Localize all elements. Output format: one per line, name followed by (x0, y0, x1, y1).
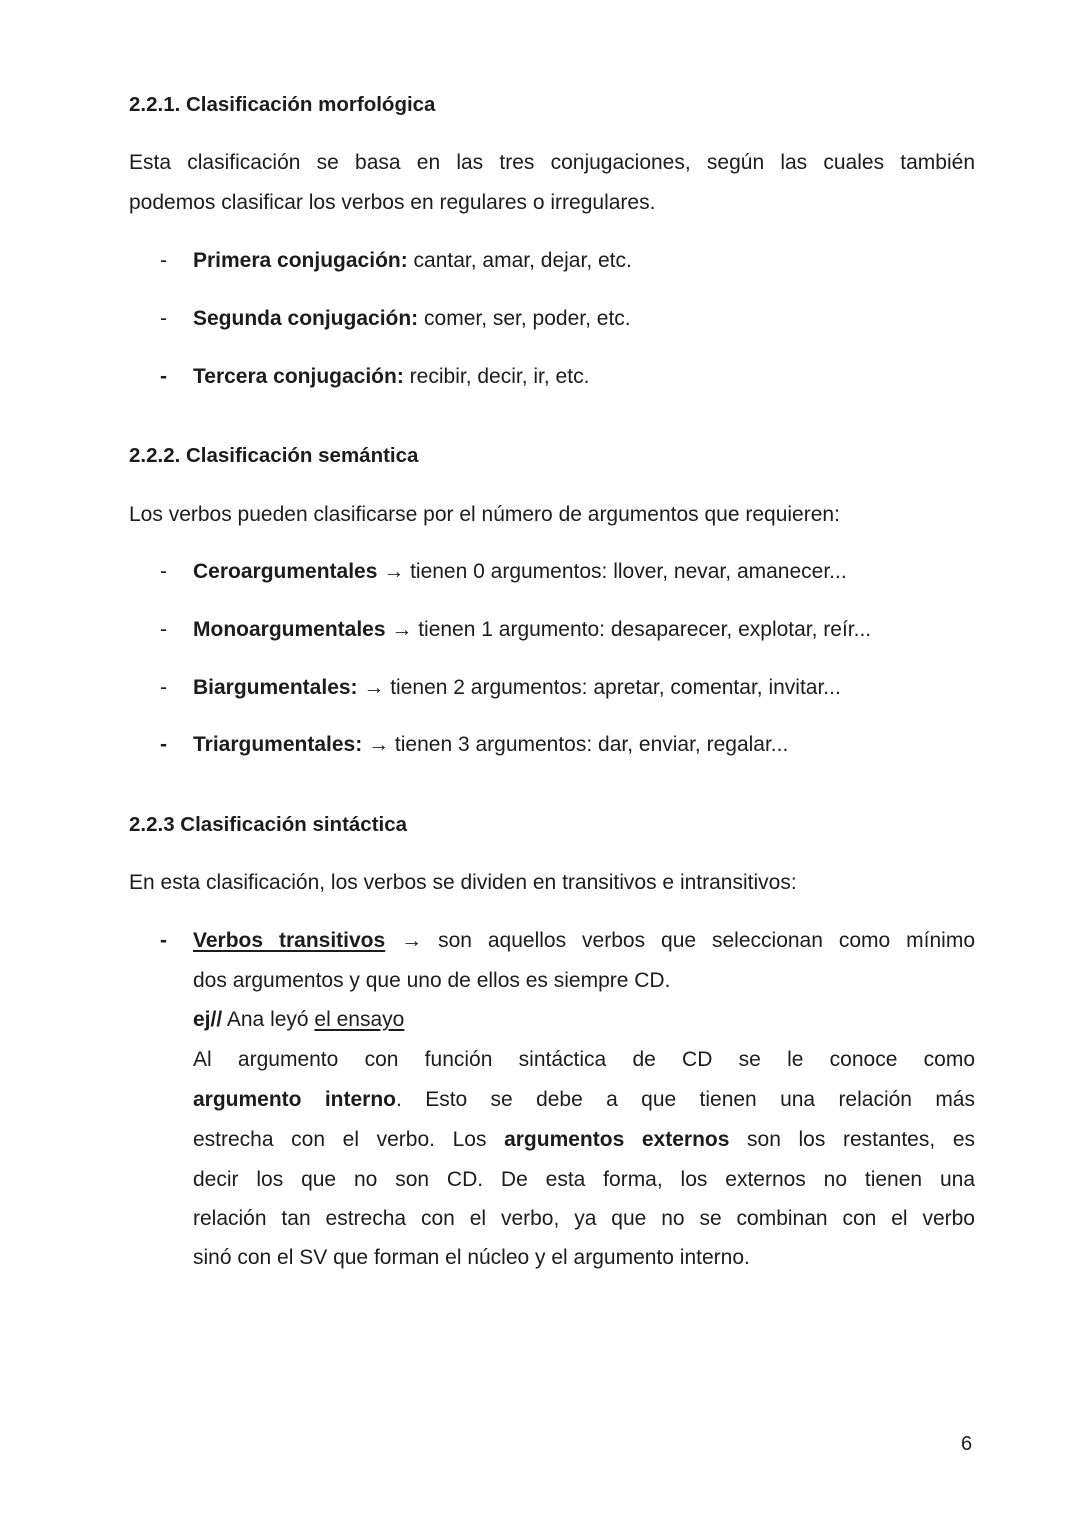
list-item-term: Tercera conjugación: (193, 365, 404, 388)
bold-term: argumento interno (193, 1088, 397, 1111)
intro-line: podemos clasificar los verbos en regulares o irregulares. (129, 191, 656, 214)
list-item-transitivos (193, 928, 975, 954)
paragraph-line (193, 1167, 975, 1193)
bullet-dash: - (160, 929, 167, 952)
list-item-text: → tienen 0 argumentos: llover, nevar, amanecer... (377, 560, 847, 583)
list-item (193, 364, 589, 390)
list-item (193, 617, 871, 643)
list-item (193, 732, 788, 758)
bullet-dash: - (160, 676, 167, 699)
paragraph-line (193, 1087, 975, 1113)
paragraph-line (193, 1206, 975, 1232)
intro-line: Esta clasificación se basa en las tres conjugaciones, según las cuales también (129, 151, 975, 174)
list-item (193, 559, 847, 585)
section-heading-semantica: 2.2.2. Clasificación semántica (129, 444, 419, 467)
list-item-term: Monoargumentales (193, 618, 386, 641)
list-item-text: cantar, amar, dejar, etc. (407, 249, 632, 272)
list-item-text: → tienen 1 argumento: desaparecer, explotar, reír... (385, 618, 872, 641)
example (193, 1007, 404, 1033)
list-item-text: → tienen 3 argumentos: dar, enviar, regalar... (362, 733, 789, 756)
section-heading-morfologica: 2.2.1. Clasificación morfológica (129, 93, 436, 116)
paragraph-line (193, 1127, 975, 1153)
list-item-term: Triargumentales: (193, 733, 363, 756)
example-underlined: el ensayo (314, 1008, 405, 1031)
paragraph-text: estrecha con el verbo. Los (193, 1128, 505, 1151)
paragraph-text: . Esto se debe a que tienen una relación más (396, 1088, 975, 1111)
list-item (193, 306, 631, 332)
paragraph-text: relación tan estrecha con el verbo, ya que no se combinan con el verbo (193, 1207, 975, 1230)
intro-line: En esta clasificación, los verbos se dividen en transitivos e intransitivos: (129, 871, 797, 894)
example-text: Ana leyó (222, 1008, 315, 1031)
example-label: ej// (193, 1008, 223, 1031)
list-item-term: Biargumentales: (193, 676, 358, 699)
bullet-dash: - (160, 560, 167, 583)
section-heading-sintactica: 2.2.3 Clasificación sintáctica (129, 813, 408, 836)
page-number: 6 (961, 1433, 973, 1455)
list-item-text: → tienen 2 argumentos: apretar, comentar, invitar... (357, 676, 841, 699)
list-item-text: comer, ser, poder, etc. (418, 307, 631, 330)
bullet-dash: - (160, 307, 167, 330)
list-item (193, 675, 841, 701)
intro-line: Los verbos pueden clasificarse por el número de argumentos que requieren: (129, 503, 840, 526)
bullet-dash: - (160, 365, 167, 388)
bold-term: argumentos externos (504, 1128, 730, 1151)
list-item-text: → son aquellos verbos que seleccionan como mínimo (385, 929, 975, 952)
list-item-term: Ceroargumentales (193, 560, 378, 583)
bullet-dash: - (160, 249, 167, 272)
paragraph-text: decir los que no son CD. De esta forma, los externos no tienen una (193, 1168, 975, 1191)
list-item (193, 248, 632, 274)
paragraph-text: sinó con el SV que forman el núcleo y el argumento interno. (193, 1246, 750, 1269)
bullet-dash: - (160, 618, 167, 641)
list-item-text: recibir, decir, ir, etc. (403, 365, 590, 388)
paragraph-line (193, 1245, 750, 1271)
list-item-text-continued: dos argumentos y que uno de ellos es siempre CD. (193, 969, 671, 992)
paragraph-line (193, 1047, 975, 1073)
paragraph-text: Al argumento con función sintáctica de CD se le conoce como (193, 1048, 975, 1071)
list-item-term: Primera conjugación: (193, 249, 408, 272)
list-item-term: Segunda conjugación: (193, 307, 419, 330)
list-item-term: Verbos transitivos (193, 929, 386, 952)
paragraph-text: son los restantes, es (729, 1128, 975, 1151)
bullet-dash: - (160, 733, 167, 756)
